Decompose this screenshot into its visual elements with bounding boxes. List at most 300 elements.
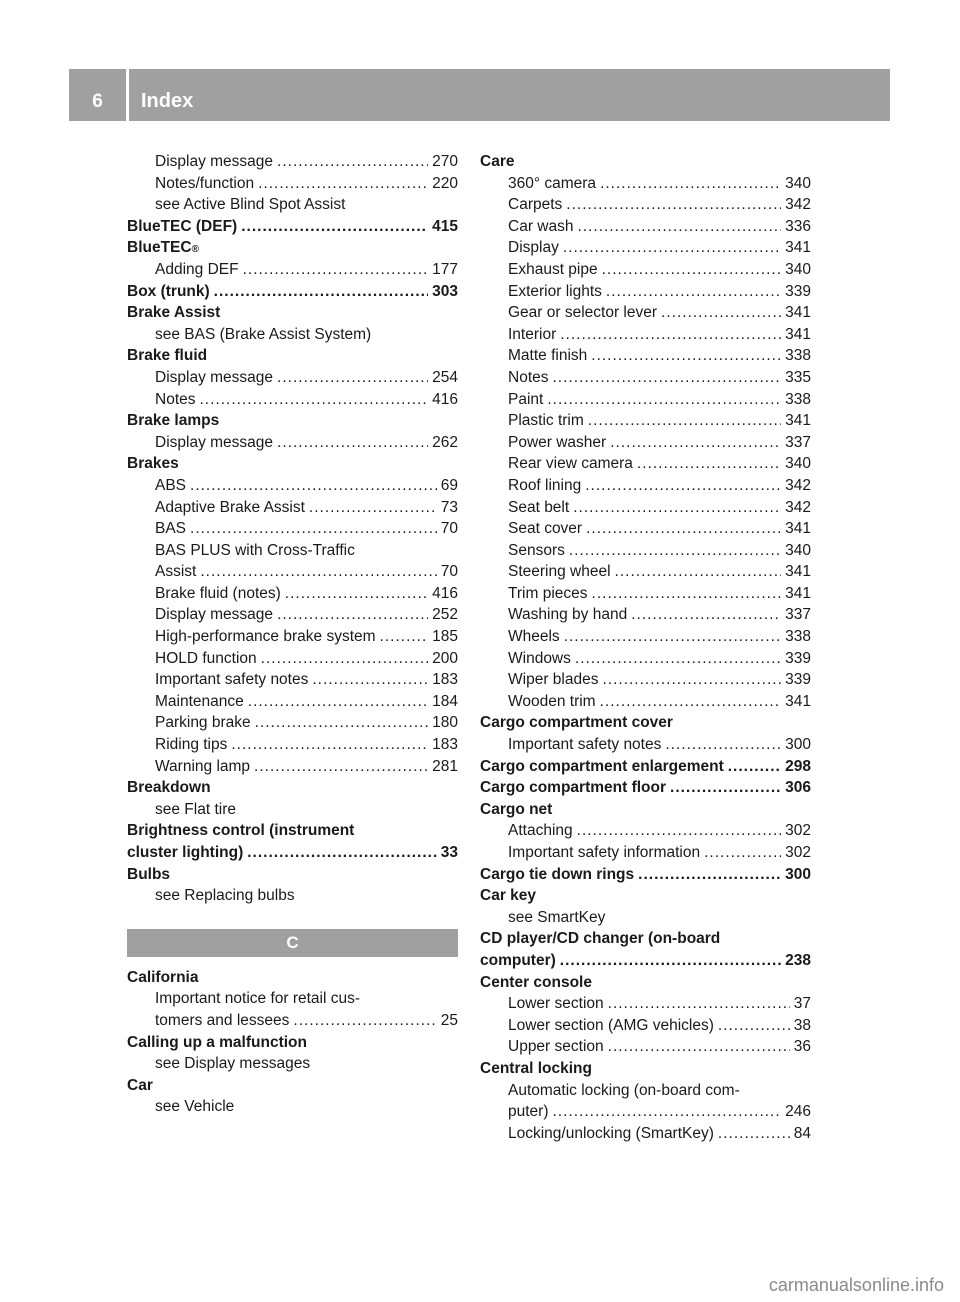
entry-text: Sensors	[508, 541, 565, 559]
leader-dots	[258, 173, 428, 195]
index-entry	[127, 540, 458, 562]
leader-dots	[560, 324, 781, 346]
index-entry	[127, 799, 458, 821]
index-entry	[127, 497, 458, 519]
index-entry	[127, 734, 458, 756]
entry-text: California	[127, 968, 199, 986]
page-reference: 33	[440, 844, 458, 861]
entry-text: Breakdown	[127, 779, 211, 797]
index-entry	[127, 885, 458, 907]
entry-text: Display message	[155, 153, 274, 170]
entry-text: Steering wheel	[508, 563, 611, 581]
index-entry	[480, 1080, 811, 1102]
entry-text: puter)	[508, 1103, 549, 1121]
index-entry	[480, 648, 811, 670]
entry-text: Assist	[155, 563, 197, 581]
leader-dots	[254, 756, 428, 778]
entry-text: Central locking	[480, 1059, 592, 1077]
entry-text: Notes	[155, 390, 196, 408]
page-reference: 220	[432, 174, 458, 192]
index-entry	[127, 561, 458, 583]
entry-text: Wooden trim	[508, 692, 596, 710]
section-letter-c: C	[127, 929, 458, 957]
entry-text: Adaptive Brake Assist	[155, 498, 305, 516]
index-entry	[127, 518, 458, 540]
index-heading	[127, 1032, 458, 1054]
index-heading	[480, 151, 811, 173]
entry-text: Plastic trim	[508, 412, 584, 430]
entry-text: BlueTEC (DEF)	[127, 217, 238, 235]
index-entry	[127, 1096, 458, 1118]
index-heading	[127, 1075, 458, 1097]
page-reference: 38	[793, 1016, 811, 1034]
leader-dots	[248, 691, 428, 713]
index-entry	[480, 842, 811, 864]
index-entry	[480, 561, 811, 583]
entry-text: Interior	[508, 325, 557, 343]
leader-dots	[591, 345, 781, 367]
leader-dots	[200, 561, 436, 583]
page-reference: 70	[440, 520, 458, 538]
index-heading	[480, 777, 811, 799]
entry-text: Car wash	[508, 217, 574, 235]
entry-text: Riding tips	[155, 736, 228, 754]
leader-dots	[608, 993, 790, 1015]
index-entry	[127, 756, 458, 778]
entry-text: Upper section	[508, 1038, 604, 1056]
entry-text: HOLD function	[155, 649, 257, 667]
page-reference: 183	[432, 736, 458, 754]
page-reference: 184	[432, 692, 458, 710]
page-reference: 341	[785, 325, 811, 343]
page-reference: 238	[785, 951, 811, 969]
entry-text: Wheels	[508, 628, 560, 646]
page-reference: 341	[785, 563, 811, 581]
index-entry	[127, 324, 458, 346]
leader-dots	[575, 648, 781, 670]
index-heading	[480, 928, 811, 950]
entry-text: Locking/unlocking (SmartKey)	[508, 1124, 714, 1142]
page-reference: 246	[785, 1103, 811, 1121]
index-entry	[480, 432, 811, 454]
page-reference: 270	[432, 153, 458, 170]
page-reference: 340	[785, 455, 811, 473]
index-heading	[127, 864, 458, 886]
page-reference: 25	[440, 1011, 458, 1029]
page-reference: 306	[785, 779, 811, 797]
index-heading	[480, 1058, 811, 1080]
page-reference: 254	[432, 368, 458, 386]
page-reference: 416	[432, 390, 458, 408]
index-heading	[480, 799, 811, 821]
leader-dots	[190, 518, 437, 540]
page-reference: 298	[785, 757, 811, 775]
index-entry	[127, 1053, 458, 1075]
index-entry	[127, 583, 458, 605]
leader-dots	[247, 842, 437, 864]
entry-text: Brightness control (instrument	[127, 822, 355, 840]
leader-dots	[277, 432, 428, 454]
index-entry	[480, 194, 811, 216]
index-entry	[127, 648, 458, 670]
entry-text: Important safety information	[508, 844, 701, 861]
index-entry	[480, 518, 811, 540]
entry-text: Parking brake	[155, 714, 251, 732]
leader-dots	[704, 842, 781, 864]
page-reference: 342	[785, 476, 811, 494]
leader-dots	[600, 173, 781, 195]
page-reference: 339	[785, 671, 811, 689]
index-entry	[480, 216, 811, 238]
entry-text: Trim pieces	[508, 584, 588, 602]
page-reference: 36	[793, 1038, 811, 1056]
page-reference: 340	[785, 541, 811, 559]
entry-text: Bulbs	[127, 865, 171, 883]
index-entry	[127, 669, 458, 691]
index-entry	[127, 712, 458, 734]
index-entry	[480, 907, 811, 929]
leader-dots	[277, 367, 428, 389]
index-entry	[480, 237, 811, 259]
page-reference: 302	[785, 822, 811, 840]
entry-text: Attaching	[508, 822, 573, 840]
leader-dots	[231, 734, 428, 756]
leader-dots	[563, 237, 781, 259]
index-entry	[127, 691, 458, 713]
header-divider	[126, 69, 129, 121]
index-entry	[480, 993, 811, 1015]
page-reference: 339	[785, 649, 811, 667]
page-reference: 281	[432, 757, 458, 775]
entry-text: Exterior lights	[508, 282, 602, 300]
entry-text: Display message	[155, 368, 274, 386]
index-entry	[127, 173, 458, 195]
entry-text: Matte finish	[508, 347, 588, 365]
index-entry	[480, 497, 811, 519]
index-heading	[127, 777, 458, 799]
entry-text: Calling up a malfunction	[127, 1033, 307, 1051]
index-entry	[480, 626, 811, 648]
index-entry	[480, 1101, 811, 1123]
entry-text: Brakes	[127, 455, 179, 473]
index-heading	[480, 885, 811, 907]
entry-text: Automatic locking (on-board com-	[508, 1081, 740, 1099]
index-heading	[127, 842, 458, 864]
entry-text: Paint	[508, 390, 544, 408]
index-heading	[127, 453, 458, 475]
index-heading	[127, 281, 458, 303]
index-heading: BlueTEC ®	[127, 237, 458, 259]
leader-dots	[661, 302, 781, 324]
leader-dots	[312, 669, 428, 691]
leader-dots	[608, 1036, 790, 1058]
leader-dots	[615, 561, 782, 583]
entry-text: Cargo compartment cover	[480, 714, 673, 732]
index-entry	[127, 432, 458, 454]
index-entry	[480, 302, 811, 324]
index-entry	[127, 626, 458, 648]
page-reference: 342	[785, 196, 811, 214]
page-reference: 341	[785, 520, 811, 538]
index-heading	[127, 345, 458, 367]
entry-text: Box (trunk)	[127, 282, 210, 300]
entry-text: Important safety notes	[508, 736, 662, 754]
entry-text: Display	[508, 239, 559, 257]
page-reference: 337	[785, 606, 811, 624]
leader-dots	[586, 518, 781, 540]
index-heading	[480, 756, 811, 778]
entry-text: Notes/function	[155, 174, 255, 192]
entry-text: Washing by hand	[508, 606, 628, 624]
page-header	[69, 69, 890, 121]
entry-text: Maintenance	[155, 692, 244, 710]
index-entry	[480, 1015, 811, 1037]
index-entry	[127, 389, 458, 411]
page-title: Index	[141, 90, 194, 112]
entry-text: Car	[127, 1076, 153, 1094]
entry-text: Brake lamps	[127, 412, 220, 430]
index-heading	[480, 864, 811, 886]
page-reference: 338	[785, 628, 811, 646]
leader-dots	[585, 475, 781, 497]
entry-text: Power washer	[508, 433, 607, 451]
index-entry	[127, 1010, 458, 1032]
leader-dots	[285, 583, 428, 605]
index-heading	[127, 216, 458, 238]
entry-text: ABS	[155, 476, 187, 494]
leader-dots	[547, 389, 781, 411]
entry-text: see Display messages	[155, 1055, 311, 1073]
index-column-right	[480, 151, 811, 1144]
entry-text: Rear view camera	[508, 455, 633, 473]
index-entry	[480, 1036, 811, 1058]
entry-text: see Replacing bulbs	[155, 887, 295, 905]
page-reference: 300	[785, 736, 811, 754]
index-list-c-continued	[480, 151, 811, 1144]
index-entry	[480, 324, 811, 346]
page-reference: 336	[785, 217, 811, 235]
page-reference: 341	[785, 304, 811, 322]
leader-dots	[241, 216, 428, 238]
leader-dots	[277, 604, 428, 626]
leader-dots	[553, 367, 782, 389]
leader-dots	[309, 497, 437, 519]
index-entry	[480, 367, 811, 389]
entry-text: Seat belt	[508, 498, 570, 516]
leader-dots	[718, 1015, 790, 1037]
index-entry	[480, 691, 811, 713]
entry-text: CD player/CD changer (on-board	[480, 930, 721, 948]
page-number: 6	[92, 91, 103, 112]
index-entry	[127, 475, 458, 497]
watermark: carmanualsonline.info	[768, 1275, 944, 1295]
index-list-c	[127, 967, 458, 1118]
entry-text: Display message	[155, 606, 274, 624]
entry-text: BAS PLUS with Cross-Traffic	[155, 541, 355, 559]
page-reference: 340	[785, 260, 811, 278]
leader-dots	[255, 712, 428, 734]
entry-text: Cargo tie down rings	[480, 865, 635, 883]
page-reference: 69	[440, 476, 458, 494]
page-reference: 185	[432, 628, 458, 646]
page-reference: 84	[793, 1124, 811, 1142]
leader-dots	[670, 777, 781, 799]
entry-text: see Flat tire	[155, 800, 236, 818]
entry-text: computer)	[480, 951, 556, 969]
page-reference: 180	[432, 714, 458, 732]
leader-dots	[553, 1101, 782, 1123]
page-reference: 252	[432, 606, 458, 624]
entry-text: High-performance brake system	[155, 628, 376, 646]
entry-text: Brake Assist	[127, 304, 221, 322]
entry-text: Roof lining	[508, 476, 582, 494]
index-heading	[480, 950, 811, 972]
entry-text: Lower section	[508, 995, 604, 1013]
index-entry	[480, 410, 811, 432]
entry-text: Exhaust pipe	[508, 260, 598, 278]
entry-text: Car key	[480, 887, 537, 905]
entry-text: Seat cover	[508, 520, 583, 538]
index-entry	[127, 194, 458, 216]
leader-dots	[606, 281, 781, 303]
leader-dots	[573, 497, 781, 519]
index-entry	[480, 389, 811, 411]
index-entry	[480, 669, 811, 691]
entry-text: see SmartKey	[508, 908, 606, 926]
index-entry	[127, 151, 458, 173]
index-entry	[480, 583, 811, 605]
index-entry	[480, 281, 811, 303]
entry-text: Notes	[508, 368, 549, 386]
leader-dots	[638, 864, 781, 886]
entry-text: Adding DEF	[155, 260, 239, 278]
index-heading	[480, 972, 811, 994]
page-reference: 183	[432, 671, 458, 689]
entry-text: Lower section (AMG vehicles)	[508, 1016, 714, 1034]
index-heading	[127, 820, 458, 842]
index-entry	[480, 1123, 811, 1145]
index-entry	[480, 259, 811, 281]
leader-dots	[602, 259, 782, 281]
entry-text: Brake fluid (notes)	[155, 584, 281, 602]
page-reference: 340	[785, 174, 811, 192]
entry-text: see Active Blind Spot Assist	[155, 196, 346, 214]
leader-dots	[214, 281, 428, 303]
leader-dots	[588, 410, 781, 432]
entry-text: Warning lamp	[155, 757, 251, 775]
index-entry	[480, 453, 811, 475]
index-entry	[480, 173, 811, 195]
entry-text: Cargo compartment floor	[480, 779, 667, 797]
entry-text: Wiper blades	[508, 671, 599, 689]
leader-dots	[592, 583, 782, 605]
index-entry	[480, 604, 811, 626]
index-entry	[480, 734, 811, 756]
entry-text: Center console	[480, 973, 592, 991]
page-reference: 341	[785, 584, 811, 602]
page-reference: 73	[440, 498, 458, 516]
index-entry	[480, 345, 811, 367]
index-heading	[127, 410, 458, 432]
page-reference: 177	[432, 260, 458, 278]
page-reference: 339	[785, 282, 811, 300]
entry-text: cluster lighting)	[127, 844, 244, 861]
page-reference: 338	[785, 347, 811, 365]
page-reference: 262	[432, 433, 458, 451]
index-heading	[127, 302, 458, 324]
entry-text: Important notice for retail cus-	[155, 990, 361, 1008]
page-reference: 200	[432, 649, 458, 667]
entry-text: Windows	[508, 649, 571, 667]
page-reference: 70	[440, 563, 458, 581]
leader-dots	[243, 259, 429, 281]
page-reference: 337	[785, 433, 811, 451]
index-heading	[127, 967, 458, 989]
index-heading	[480, 712, 811, 734]
leader-dots	[566, 194, 781, 216]
entry-text: see BAS (Brake Assist System)	[155, 325, 372, 343]
leader-dots	[577, 216, 781, 238]
page-reference: 302	[785, 844, 811, 861]
entry-text: tomers and lessees	[155, 1011, 290, 1029]
page-reference: 415	[432, 217, 458, 235]
page-reference: 303	[432, 282, 458, 300]
leader-dots	[665, 734, 781, 756]
leader-dots	[631, 604, 781, 626]
entry-text: BlueTEC	[127, 239, 192, 257]
leader-dots	[560, 950, 781, 972]
page-reference: 338	[785, 390, 811, 408]
page-reference: 37	[793, 995, 811, 1013]
leader-dots	[380, 626, 429, 648]
index-column-left	[127, 151, 458, 1118]
entry-text: Care	[480, 153, 515, 170]
leader-dots	[200, 389, 429, 411]
entry-text: 360° camera	[508, 174, 597, 192]
entry-text: Cargo net	[480, 800, 553, 818]
index-entry	[480, 540, 811, 562]
page-reference: 300	[785, 865, 811, 883]
index-entry	[480, 475, 811, 497]
index-list-b	[127, 151, 458, 907]
leader-dots	[602, 669, 781, 691]
leader-dots	[190, 475, 437, 497]
page-reference: 341	[785, 412, 811, 430]
entry-text: Gear or selector lever	[508, 304, 658, 322]
leader-dots	[569, 540, 781, 562]
leader-dots	[293, 1010, 436, 1032]
entry-text: BAS	[155, 520, 187, 538]
leader-dots	[577, 820, 781, 842]
entry-text: see Vehicle	[155, 1098, 235, 1116]
page-reference: 341	[785, 692, 811, 710]
leader-dots	[728, 756, 781, 778]
page-reference: 341	[785, 239, 811, 257]
leader-dots	[600, 691, 782, 713]
entry-text: Brake fluid	[127, 347, 208, 365]
entry-text: Important safety notes	[155, 671, 309, 689]
index-entry	[127, 988, 458, 1010]
entry-text: Carpets	[508, 196, 563, 214]
leader-dots	[637, 453, 781, 475]
index-entry	[127, 259, 458, 281]
page-reference: 416	[432, 584, 458, 602]
leader-dots	[610, 432, 781, 454]
entry-text: Display message	[155, 433, 274, 451]
index-entry	[127, 604, 458, 626]
leader-dots	[718, 1123, 790, 1145]
page-reference: 335	[785, 368, 811, 386]
